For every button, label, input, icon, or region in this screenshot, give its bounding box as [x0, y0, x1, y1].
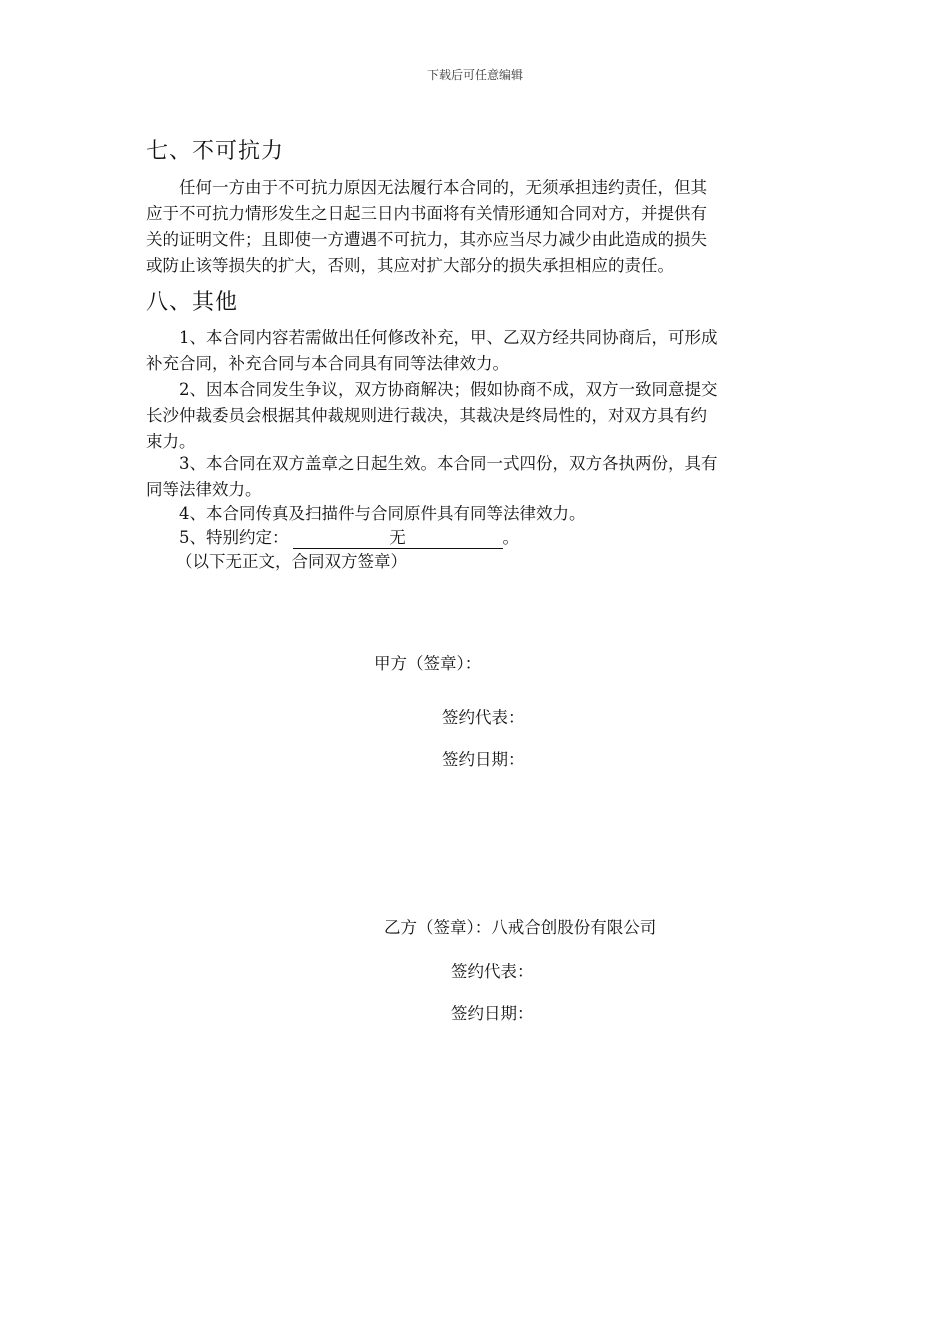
party-a-rep: 签约代表：: [442, 708, 525, 727]
item-1-line: 补充合同，补充合同与本合同具有同等法律效力。: [146, 354, 509, 373]
item-5-period: 。: [502, 528, 519, 547]
special-terms-field: 无: [293, 528, 503, 549]
item-2-line: 长沙仲裁委员会根据其仲裁规则进行裁决，其裁决是终局性的，对双方具有约: [146, 406, 707, 425]
section-7-heading: 七、不可抗力: [146, 139, 285, 164]
party-b-date: 签约日期：: [451, 1004, 534, 1023]
item-5-line: [179, 526, 806, 550]
party-a-date: 签约日期：: [442, 750, 525, 769]
item-1-line: 1、本合同内容若需做出任何修改补充，甲、乙双方经共同协商后，可形成: [179, 328, 718, 347]
item-2-line: 2、因本合同发生争议，双方协商解决；假如协商不成，双方一致同意提交: [179, 380, 718, 399]
item-4-line: 4、本合同传真及扫描件与合同原件具有同等法律效力。: [179, 504, 586, 523]
item-3-line: 3、本合同在双方盖章之日起生效。本合同一式四份，双方各执两份，具有: [179, 454, 718, 473]
item-3-line: 同等法律效力。: [146, 480, 262, 499]
party-b-label: 乙方（签章）：八戒合创股份有限公司: [384, 918, 657, 937]
item-5-label: 5、特别约定：: [179, 528, 289, 547]
closing-note: （以下无正文，合同双方签章）: [176, 552, 407, 571]
section-8-heading: 八、其他: [146, 290, 239, 315]
section-7-line: 任何一方由于不可抗力原因无法履行本合同的，无须承担违约责任，但其: [179, 178, 707, 197]
party-b-rep: 签约代表：: [451, 962, 534, 981]
section-7-line: 或防止该等损失的扩大，否则，其应对扩大部分的损失承担相应的责任。: [146, 256, 674, 275]
item-2-line: 束力。: [146, 432, 196, 451]
section-7-line: 关的证明文件；且即使一方遭遇不可抗力，其亦应当尽力减少由此造成的损失: [146, 230, 707, 249]
party-a-label: 甲方（签章）：: [374, 654, 482, 673]
page-header: 下载后可任意编辑: [426, 68, 523, 82]
section-7-line: 应于不可抗力情形发生之日起三日内书面将有关情形通知合同对方，并提供有: [146, 204, 707, 223]
